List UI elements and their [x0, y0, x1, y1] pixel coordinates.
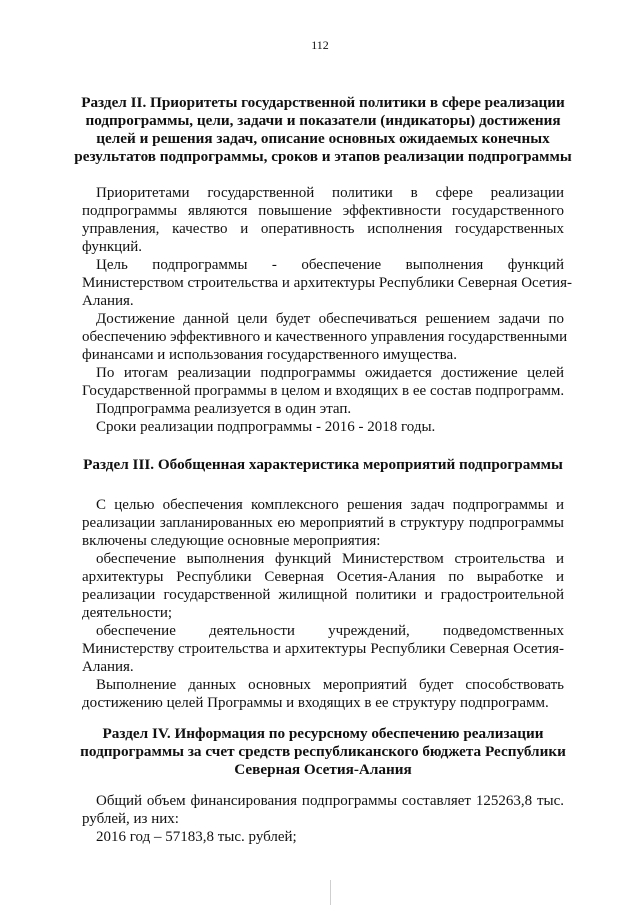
text-line: обеспечение выполнения функций Министерством строительства и [96, 551, 564, 567]
text-line: архитектуры Республики Северная Осетия-Алания по выработке и [82, 569, 564, 585]
paragraph [82, 256, 572, 310]
section-2-heading [64, 94, 582, 166]
paragraph [82, 310, 568, 364]
paragraph [82, 828, 564, 846]
text-line: С целью обеспечения комплексного решения задач подпрограммы и [96, 497, 564, 513]
text-line: функций. [82, 239, 142, 255]
paragraph [82, 400, 564, 418]
text-line: Алания. [82, 659, 134, 675]
text-line: обеспечению эффективного и качественного управления государственными [82, 329, 568, 345]
text-line: Цель подпрограммы - обеспечение выполнения функций [96, 257, 564, 273]
section-3-heading [64, 456, 582, 474]
text-line: Министерству строительства и архитектуры Республики Северная Осетия- [82, 641, 564, 657]
text-line: Подпрограмма реализуется в один этап. [96, 401, 352, 417]
paragraph [82, 792, 564, 828]
text-line: реализации запланированных ею мероприятий в структуру подпрограммы [82, 515, 564, 531]
heading-line: подпрограммы, цели, задачи и показатели (индикаторы) достижения [85, 112, 561, 129]
text-line: достижению целей Программы и входящих в ее структуру подпрограмм. [82, 695, 549, 711]
heading-line: целей и решения задач, описание основных ожидаемых конечных [96, 130, 550, 147]
heading-line: Раздел II. Приоритеты государственной политики в сфере реализации [81, 94, 565, 111]
heading-line: Раздел III. Обобщенная характеристика мероприятий подпрограммы [83, 456, 563, 473]
text-line: Приоритетами государственной политики в сфере реализации [96, 185, 564, 201]
paragraph [82, 418, 564, 436]
heading-line: Северная Осетия-Алания [234, 761, 412, 778]
paragraph [82, 184, 564, 256]
scan-artifact-line [330, 880, 331, 905]
text-line: Общий объем финансирования подпрограммы составляет 125263,8 тыс. [96, 793, 564, 809]
heading-line: Раздел IV. Информация по ресурсному обеспечению реализации [102, 725, 544, 742]
page-number: 112 [311, 38, 329, 52]
text-line: Государственной программы в целом и входящих в ее состав подпрограмм. [82, 383, 565, 399]
paragraph [82, 496, 564, 550]
text-line: включены следующие основные мероприятия: [82, 533, 381, 549]
paragraph [82, 364, 564, 400]
text-line: управления, качество и оперативность исполнения государственных [82, 221, 564, 237]
paragraph [82, 622, 564, 676]
text-line: Сроки реализации подпрограммы - 2016 - 2018 годы. [96, 419, 436, 435]
text-line: Достижение данной цели будет обеспечиваться решением задачи по [96, 311, 564, 327]
text-line: деятельности; [82, 605, 173, 621]
text-line: По итогам реализации подпрограммы ожидается достижение целей [96, 365, 564, 381]
text-line: Выполнение данных основных мероприятий будет способствовать [96, 677, 564, 693]
heading-line: подпрограммы за счет средств республиканского бюджета Республики [80, 743, 566, 760]
paragraph [82, 550, 564, 622]
text-line: Алания. [82, 293, 134, 309]
section-4-heading [64, 725, 582, 779]
text-line: подпрограммы являются повышение эффективности государственного [82, 203, 564, 219]
text-line: обеспечение деятельности учреждений, подведомственных [96, 623, 564, 639]
text-line: финансами и использования государственного имущества. [82, 347, 457, 363]
heading-line: результатов подпрограммы, сроков и этапов реализации подпрограммы [74, 148, 572, 165]
text-line: Министерством строительства и архитектуры Республики Северная Осетия- [82, 275, 572, 291]
paragraph [82, 676, 564, 712]
text-line: реализации государственной жилищной политики и градостроительной [82, 587, 564, 603]
text-line: 2016 год – 57183,8 тыс. рублей; [96, 829, 297, 845]
text-line: рублей, из них: [82, 811, 179, 827]
